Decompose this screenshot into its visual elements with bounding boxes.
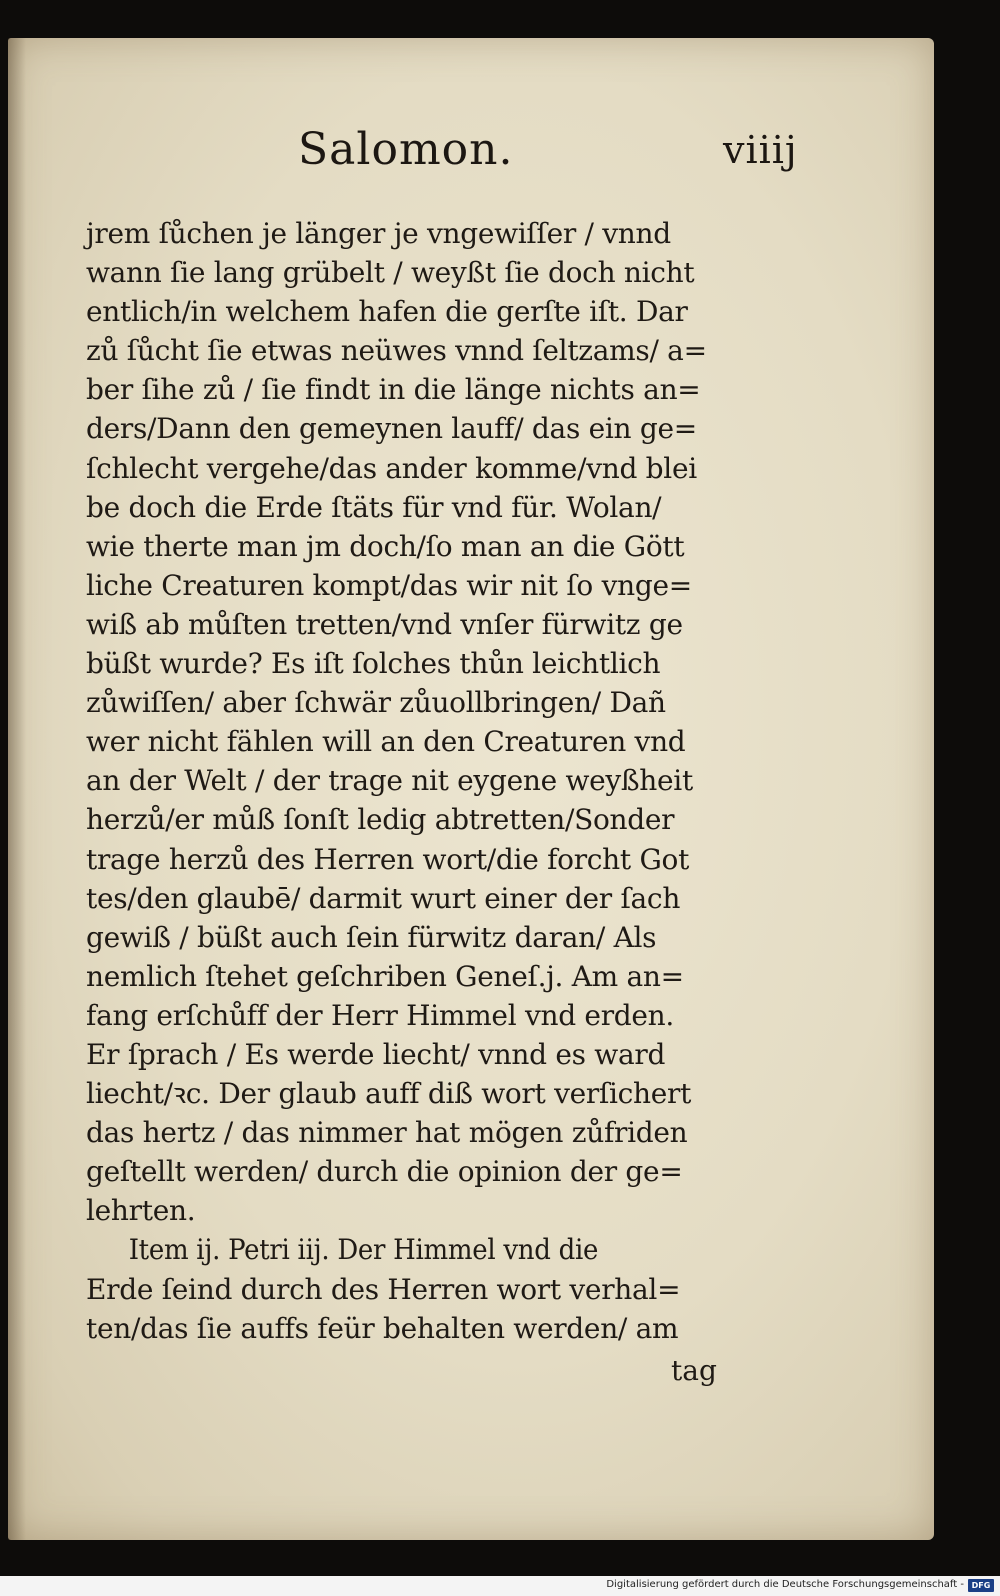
text-line: ten/das ſie auffs feür behalten werden/ am — [86, 1311, 679, 1345]
running-title: Salomon. — [298, 124, 514, 175]
text-line: fang erſchůff der Herr Himmel vnd erden. — [86, 998, 675, 1032]
funding-credit: Digitalisierung gefördert durch die Deutsche Forschungsgemeinschaft - — [606, 1579, 964, 1590]
text-line: trage herzů des Herren wort/die forcht Got — [86, 842, 690, 876]
text-line: lehrten. — [86, 1194, 196, 1228]
text-line: büßt wurde? Es iſt ſolches thůn leichtlich — [86, 647, 661, 681]
catchword: tag — [671, 1354, 717, 1387]
page-header — [8, 124, 934, 184]
text-line: wann ſie lang grübelt / weyßt ſie doch nicht — [86, 256, 695, 290]
text-line: tes/den glaubē/ darmit wurt einer der ſach — [86, 881, 681, 915]
digitization-footer — [0, 1576, 1000, 1596]
dfg-logo-icon: DFG — [968, 1579, 994, 1592]
text-line: jrem ſůchen je länger je vngewiſſer / vnnd — [86, 217, 671, 250]
text-line: nemlich ſtehet geſchriben Geneſ.j. Am an= — [86, 959, 684, 993]
text-line: liecht/ꝛc. Der glaub auff diß wort verſichert — [86, 1077, 692, 1111]
text-line: ders/Dann den gemeynen lauff/ das ein ge= — [86, 412, 697, 446]
text-line: ber ſihe zů / ſie findt in die länge nichts an= — [86, 373, 701, 407]
text-line: gewiß / büßt auch ſein fürwitz daran/ Als — [86, 920, 657, 954]
text-line: herzů/er můß ſonſt ledig abtretten/Sonder — [86, 803, 675, 837]
text-line: zůwiſſen/ aber ſchwär zůuollbringen/ Dañ — [86, 686, 666, 720]
text-line: Erde ſeind durch des Herren wort verhal= — [86, 1272, 681, 1306]
text-line: wer nicht fählen will an den Creaturen vnd — [86, 725, 686, 759]
text-line: an der Welt / der trage nit eygene weyßheit — [86, 764, 693, 798]
text-line: be doch die Erde ſtäts für vnd für. Wolan/ — [86, 490, 662, 524]
body-text — [86, 214, 726, 1348]
text-line: zů ſůcht ſie etwas neüwes vnnd ſeltzams/ a= — [86, 334, 707, 368]
text-line: entlich/in welchem hafen die gerſte iſt. Dar — [86, 295, 688, 329]
paragraph-start-line: Item ij. Petri iij. Der Himmel vnd die — [128, 1233, 599, 1267]
text-line: Er ſprach / Es werde liecht/ vnnd es ward — [86, 1037, 666, 1071]
text-line: geſtellt werden/ durch die opinion der ge= — [86, 1155, 683, 1189]
folio-number: viiij — [723, 128, 798, 172]
text-line: wiß ab můſten tretten/vnd vnſer fürwitz ge — [86, 607, 683, 641]
book-page — [8, 38, 934, 1540]
text-line: das hertz / das nimmer hat mögen zůfriden — [86, 1116, 688, 1150]
text-line: liche Creaturen kompt/das wir nit ſo vnge= — [86, 568, 692, 602]
text-line: ſchlecht vergehe/das ander komme/vnd blei — [86, 451, 697, 485]
text-line: wie therte man jm doch/ſo man an die Gött — [86, 529, 685, 563]
